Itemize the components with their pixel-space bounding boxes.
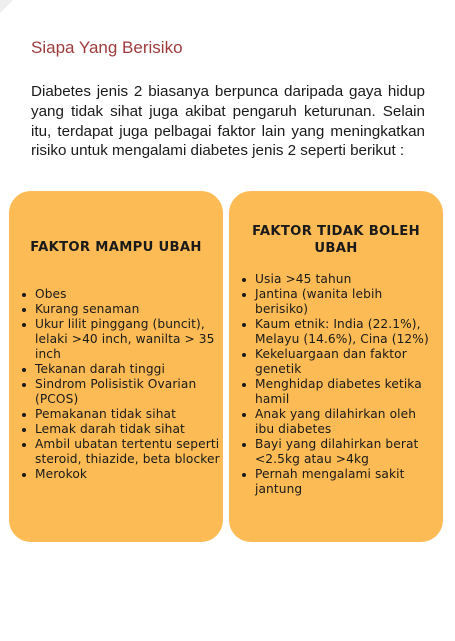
list-item: Pemakanan tidak sihat xyxy=(21,407,221,422)
modifiable-factors-card xyxy=(9,191,223,542)
list-item: Sindrom Polisistik Ovarian (PCOS) xyxy=(21,377,221,407)
non-modifiable-factors-title: FAKTOR TIDAK BOLEH UBAH xyxy=(252,224,420,256)
list-item: Obes xyxy=(21,287,221,302)
list-item: Merokok xyxy=(21,467,221,482)
list-item: Bayi yang dilahirkan berat <2.5kg atau >4kg xyxy=(241,437,439,467)
modifiable-factors-title: FAKTOR MAMPU UBAH xyxy=(30,240,202,255)
list-item: Jantina (wanita lebih berisiko) xyxy=(241,287,439,317)
section-title: Siapa Yang Berisiko xyxy=(31,38,183,57)
intro-paragraph: Diabetes jenis 2 biasanya berpunca daripada gaya hidup yang tidak sihat juga akibat pengaruh keturunan. Selain itu, terdapat juga pelbagai faktor lain yang meningkatkan risiko untuk mengalami diabetes jenis 2 seperti berikut : xyxy=(31,83,425,160)
list-item: Kekeluargaan dan faktor genetik xyxy=(241,347,439,377)
list-item: Ukur lilit pinggang (buncit), lelaki >40 inch, wanilta > 35 inch xyxy=(21,317,221,362)
list-item: Kurang senaman xyxy=(21,302,221,317)
non-modifiable-factors-card xyxy=(229,191,443,542)
list-item: Usia >45 tahun xyxy=(241,272,439,287)
list-item: Ambil ubatan tertentu seperti steroid, thiazide, beta blocker xyxy=(21,437,221,467)
list-item: Lemak darah tidak sihat xyxy=(21,422,221,437)
list-item: Pernah mengalami sakit jantung xyxy=(241,467,439,497)
non-modifiable-factors-list xyxy=(241,272,439,497)
list-item: Menghidap diabetes ketika hamil xyxy=(241,377,439,407)
corner-fold-icon xyxy=(0,0,16,16)
list-item: Anak yang dilahirkan oleh ibu diabetes xyxy=(241,407,439,437)
modifiable-factors-list xyxy=(21,287,221,482)
list-item: Tekanan darah tinggi xyxy=(21,362,221,377)
list-item: Kaum etnik: India (22.1%), Melayu (14.6%), Cina (12%) xyxy=(241,317,439,347)
